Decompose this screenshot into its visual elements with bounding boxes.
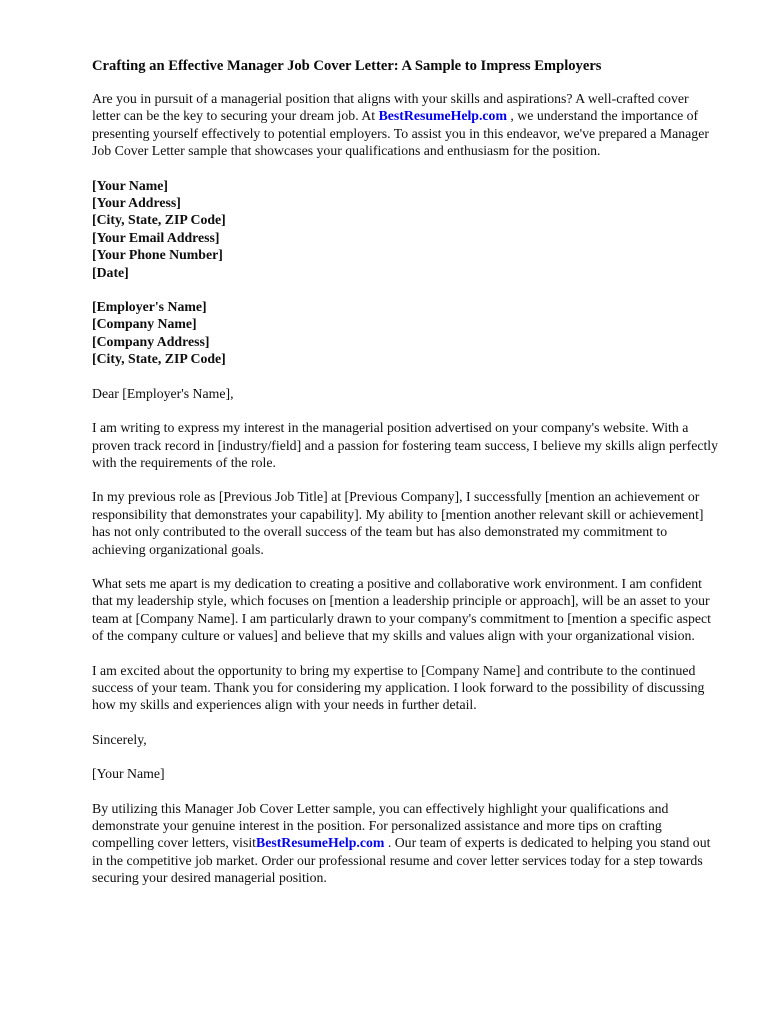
sender-address-line: [Your Address] (92, 195, 181, 211)
body-paragraph-4: I am excited about the opportunity to bring my expertise to [Company Name] and contribute to the continued success of your team. Thank you for considering my application. I look forward to the possibility of discussing how my skills and experiences align with your needs in further detail. (92, 662, 705, 713)
employer-name-line: [Employer's Name] (92, 299, 207, 315)
intro-text-after: , we understand the importance of presenting yourself effectively to potential employers. To assist you in this endeavor, we've prepared a Manager Job Cover Letter sample that showcases your qualifications and enthusiasm for the position. (92, 108, 709, 159)
salutation: Dear [Employer's Name], (92, 385, 234, 401)
outro-text-after: . Our team of experts is dedicated to helping you stand out in the competitive job market. Order our professional resume and cover letter services today for a step towards securing your desired managerial position. (92, 835, 711, 886)
signature: [Your Name] (92, 766, 165, 782)
outro-paragraph (92, 800, 720, 887)
sender-phone-line: [Your Phone Number] (92, 247, 223, 263)
sender-name-line: [Your Name] (92, 177, 168, 193)
closing: Sincerely, (92, 731, 147, 747)
company-name-line: [Company Name] (92, 316, 197, 332)
page-title: Crafting an Effective Manager Job Cover Letter: A Sample to Impress Employers (92, 58, 602, 74)
sender-city-line: [City, State, ZIP Code] (92, 212, 226, 228)
body-paragraph-3: What sets me apart is my dedication to creating a positive and collaborative work environment. I am confident that my leadership style, which focuses on [mention a leadership principle or approach], will be an asset to your team at [Company Name]. I am particularly drawn to your company's commitment to [mention a specific aspect of the company culture or values] and believe that my skills and values align with your organizational vision. (92, 575, 711, 644)
recipient-city-line: [City, State, ZIP Code] (92, 351, 226, 367)
recipient-address-block (92, 298, 720, 368)
sender-address-block (92, 177, 720, 281)
intro-paragraph (92, 90, 720, 160)
sender-email-line: [Your Email Address] (92, 229, 220, 245)
intro-text-before: Are you in pursuit of a managerial position that aligns with your skills and aspirations? A well-crafted cover letter can be the key to securing your dream job. At (92, 91, 689, 124)
outro-text-before: By utilizing this Manager Job Cover Letter sample, you can effectively highlight your qualifications and demonstrate your genuine interest in the position. For personalized assistance and more tips on crafting compelling cover letters, visit (92, 800, 669, 851)
bestresumehelp-link[interactable]: BestResumeHelp.com (378, 108, 507, 124)
bestresumehelp-link-footer[interactable]: BestResumeHelp.com (256, 835, 385, 851)
date-line: [Date] (92, 264, 129, 280)
body-paragraph-1: I am writing to express my interest in the managerial position advertised on your company's website. With a proven track record in [industry/field] and a passion for fostering team success, I believe my skills align perfectly with the requirements of the role. (92, 420, 719, 470)
body-paragraph-2: In my previous role as [Previous Job Title] at [Previous Company], I successfully [mention an achievement or responsibility that demonstrates your capability]. My ability to [mention another relevant skill or achievement] has not only contributed to the overall success of the team but has also demonstrated my commitment to achieving organizational goals. (92, 489, 704, 557)
company-address-line: [Company Address] (92, 333, 210, 349)
